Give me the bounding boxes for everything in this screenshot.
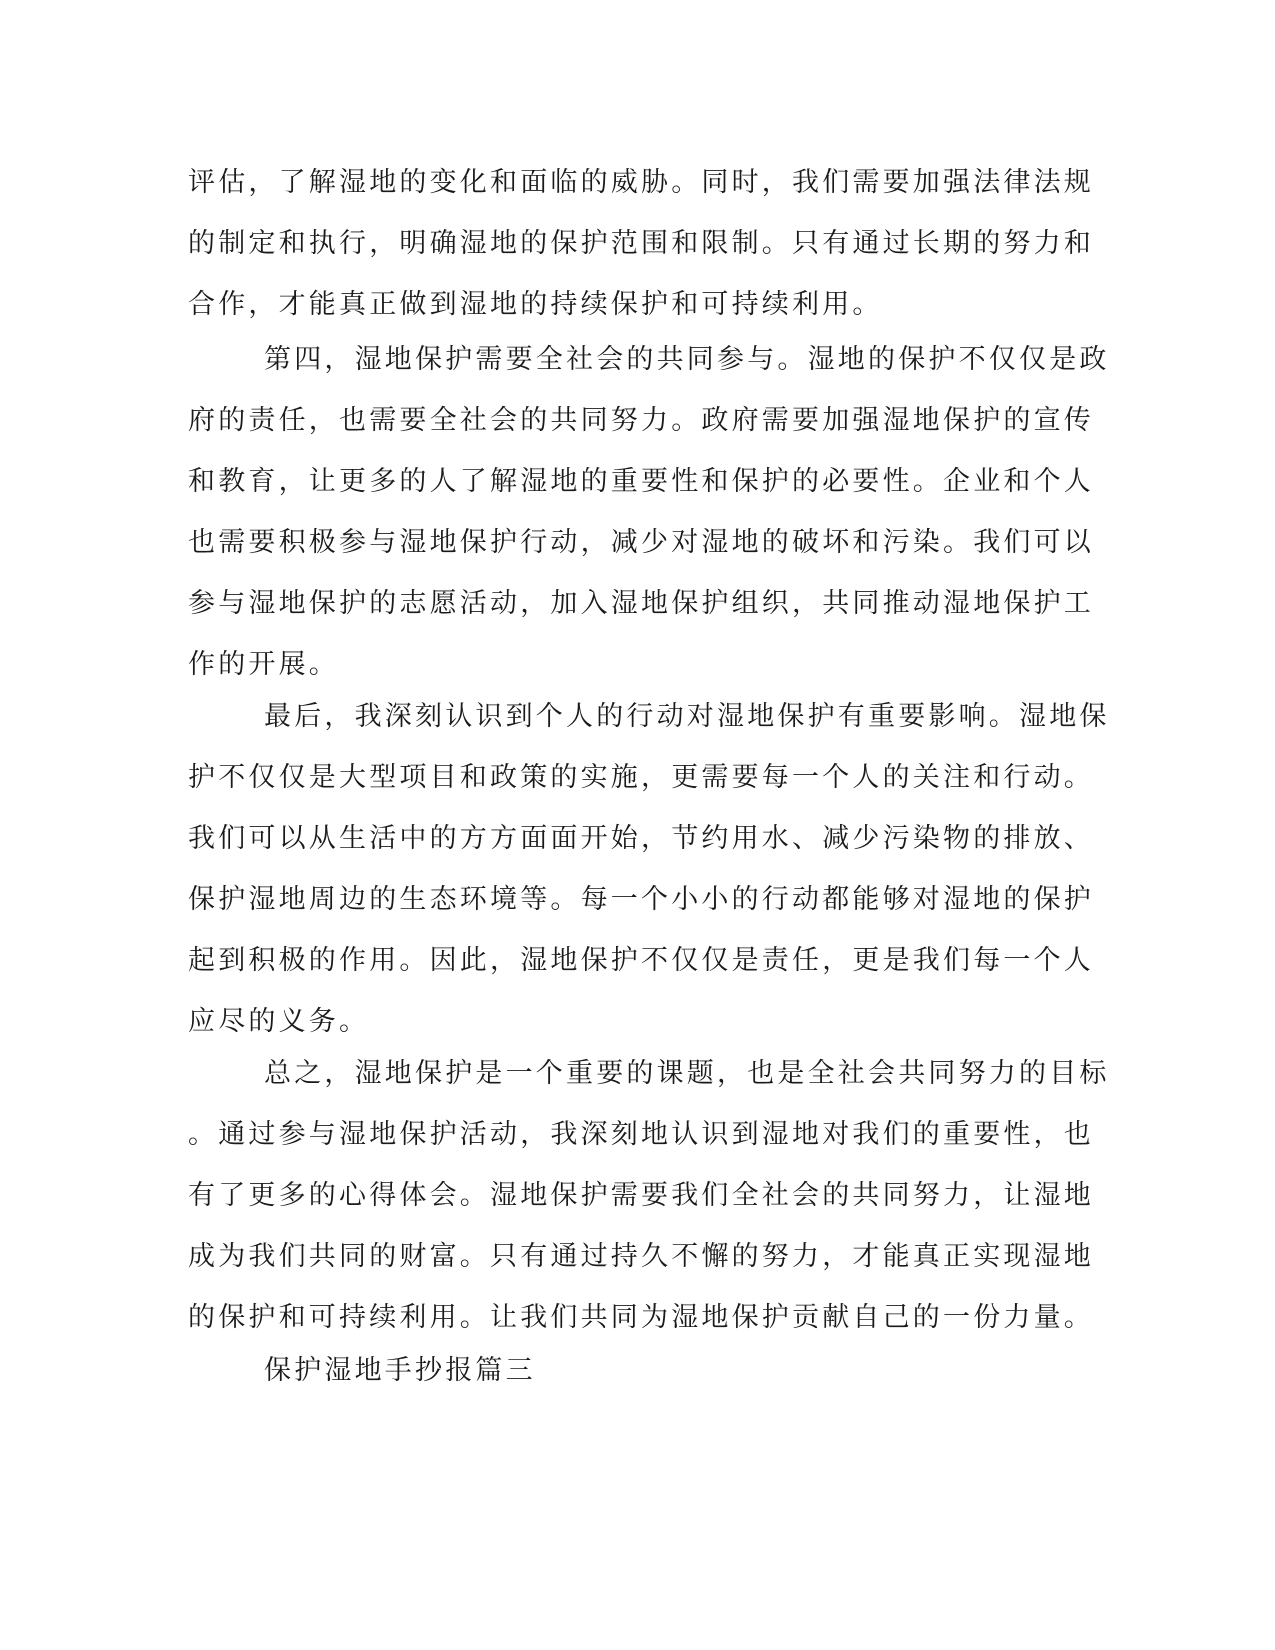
paragraph-1-line-3: 合作，才能真正做到湿地的持续保护和可持续利用。 [188, 289, 883, 320]
paragraph-3-line-1: 最后，我深刻认识到个人的行动对湿地保护有重要影响。湿地保 [264, 701, 1110, 732]
paragraph-3-line-2: 护不仅仅是大型项目和政策的实施，更需要每一个人的关注和行动。 [188, 762, 1094, 793]
paragraph-2-line-1: 第四，湿地保护需要全社会的共同参与。湿地的保护不仅仅是政 [264, 344, 1110, 375]
paragraph-1-line-2: 的制定和执行，明确湿地的保护范围和限制。只有通过长期的努力和 [188, 228, 1094, 259]
paragraph-4-line-1: 总之，湿地保护是一个重要的课题，也是全社会共同努力的目标 [264, 1058, 1110, 1089]
paragraph-4-line-5: 的保护和可持续利用。让我们共同为湿地保护贡献自己的一份力量。 [188, 1302, 1094, 1333]
paragraph-2 [188, 329, 1110, 695]
paragraph-4 [188, 1043, 1110, 1348]
paragraph-3-line-5: 起到积极的作用。因此，湿地保护不仅仅是责任，更是我们每一个人 [188, 945, 1094, 976]
paragraph-2-line-3: 和教育，让更多的人了解湿地的重要性和保护的必要性。企业和个人 [188, 466, 1094, 497]
paragraph-2-line-5: 参与湿地保护的志愿活动，加入湿地保护组织，共同推动湿地保护工 [188, 588, 1094, 619]
paragraph-2-line-2: 府的责任，也需要全社会的共同努力。政府需要加强湿地保护的宣传 [188, 405, 1094, 436]
paragraph-3-line-3: 我们可以从生活中的方方面面开始，节约用水、减少污染物的排放、 [188, 823, 1094, 854]
paragraph-1 [188, 152, 1094, 335]
paragraph-3 [188, 686, 1110, 1052]
paragraph-1-line-1: 评估，了解湿地的变化和面临的威胁。同时，我们需要加强法律法规 [188, 167, 1094, 198]
section-heading-block [188, 1340, 1068, 1401]
paragraph-2-line-4: 也需要积极参与湿地保护行动，减少对湿地的破坏和污染。我们可以 [188, 527, 1094, 558]
paragraph-2-line-6: 作的开展。 [188, 649, 339, 680]
paragraph-3-line-4: 保护湿地周边的生态环境等。每一个小小的行动都能够对湿地的保护 [188, 884, 1094, 915]
paragraph-4-line-3: 有了更多的心得体会。湿地保护需要我们全社会的共同努力，让湿地 [188, 1180, 1094, 1211]
paragraph-4-line-4: 成为我们共同的财富。只有通过持久不懈的努力，才能真正实现湿地 [188, 1241, 1094, 1272]
paragraph-3-line-6: 应尽的义务。 [188, 1006, 370, 1037]
paragraph-4-line-2: 。通过参与湿地保护活动，我深刻地认识到湿地对我们的重要性，也 [188, 1119, 1094, 1150]
section-heading: 保护湿地手抄报篇三 [264, 1355, 536, 1386]
